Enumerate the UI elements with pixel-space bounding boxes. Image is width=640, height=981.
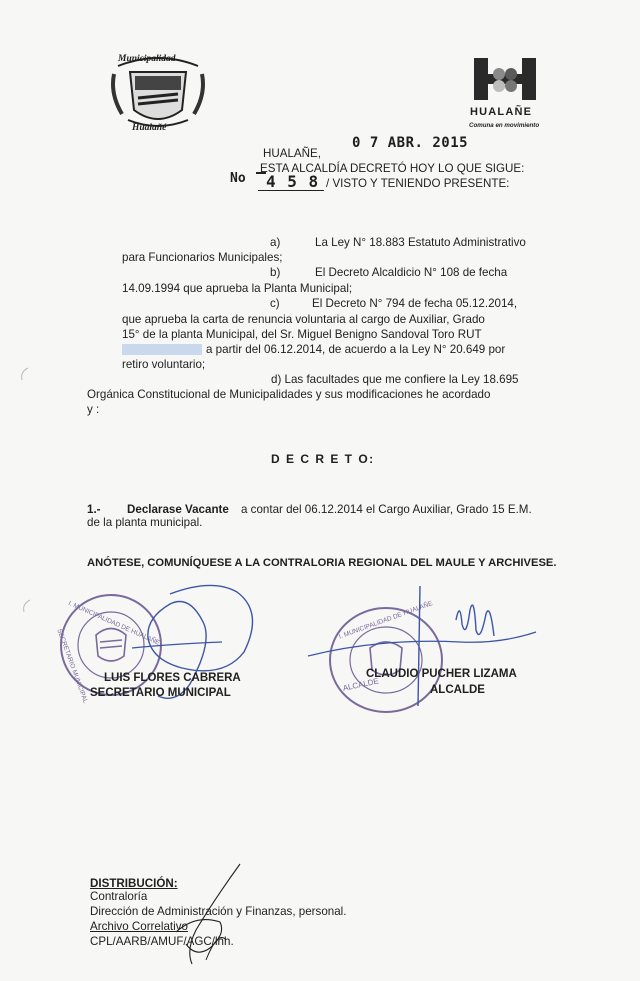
consideration-d-line-1: Orgánica Constitucional de Municipalidades y sus modificaciones he acordado: [87, 388, 491, 401]
decree-header-line-2: / VISTO Y TENIENDO PRESENTE:: [326, 177, 510, 190]
secretary-signature: [92, 574, 292, 724]
consideration-d-text: d) Las facultades que me confiere la Ley 18.695: [271, 373, 519, 386]
redacted-rut: [122, 344, 202, 355]
consideration-a-text: La Ley N° 18.883 Estatuto Administrativo: [315, 236, 526, 249]
place-name: HUALAÑE,: [263, 147, 321, 160]
decree-item-text: a contar del 06.12.2014 el Cargo Auxiliar, Grado 15 E.M.: [241, 503, 532, 516]
punch-hole-mark-bottom: [20, 598, 34, 614]
mayor-stamp-top-text: I. MUNICIPALIDAD DE HUALAÑE: [338, 600, 434, 641]
crest-top-label: Municipalidad: [118, 54, 176, 64]
mayor-name: CLAUDIO PUCHER LIZAMA: [366, 668, 517, 680]
consideration-b-text: El Decreto Alcaldicio N° 108 de fecha: [315, 266, 508, 279]
brand-name: HUALAÑE: [470, 106, 533, 118]
distribution-heading: DISTRIBUCIÓN:: [90, 877, 178, 890]
mayor-signature: [300, 580, 540, 720]
consideration-c-line-4: retiro voluntario;: [122, 358, 206, 371]
decree-title: D E C R E T O:: [271, 452, 375, 466]
decree-notice: ANÓTESE, COMUNÍQUESE A LA CONTRALORIA REGIONAL DEL MAULE Y ARCHIVESE.: [87, 557, 557, 569]
distribution-item: Archivo Correlativo: [90, 920, 188, 933]
distribution-item: Dirección de Administración y Finanzas, personal.: [90, 905, 347, 918]
decree-number-label: No: [230, 171, 246, 186]
mayor-stamp-bottom-text: ALCALDE: [342, 676, 380, 693]
consideration-c-text: El Decreto N° 794 de fecha 05.12.2014,: [312, 297, 518, 310]
punch-hole-mark-top: [18, 366, 32, 382]
distribution-item: CPL/AARB/AMUF/AGC/lhh.: [90, 935, 234, 948]
secretary-name: LUIS FLORES CABRERA: [104, 672, 241, 684]
secretary-stamp-side-text: SECRETARIO MUNICIPAL: [55, 628, 89, 705]
distribution-item: Contraloría: [90, 890, 148, 903]
secretary-title: SECRETARIO MUNICIPAL: [90, 687, 231, 699]
consideration-d-line-2: y :: [87, 403, 100, 416]
consideration-c-line-1: que aprueba la carta de renuncia voluntaria al cargo de Auxiliar, Grado: [122, 313, 485, 326]
decree-number: 4 5 8: [266, 172, 320, 191]
brand-tagline: Comuna en movimiento: [469, 122, 540, 129]
consideration-b-continued: 14.09.1994 que aprueba la Planta Municipal;: [122, 282, 353, 295]
decree-item-number: 1.-: [87, 503, 101, 516]
initials-signature: [166, 860, 256, 970]
decree-number-dash: [256, 172, 266, 174]
consideration-a-letter: a): [270, 236, 281, 249]
decree-item-bold: Declarase Vacante: [127, 503, 229, 516]
consideration-c-letter: c): [270, 297, 280, 310]
consideration-a-continued: para Funcionarios Municipales;: [122, 251, 283, 264]
hualane-brand-logo: [466, 56, 546, 136]
crest-bottom-label: Hualañé: [132, 123, 167, 133]
date-stamp: 0 7 ABR. 2015: [352, 135, 469, 151]
mayor-title: ALCALDE: [430, 684, 485, 696]
decree-item-continued: de la planta municipal.: [87, 516, 203, 529]
municipal-crest: [108, 54, 208, 134]
brand-h-icon: [470, 56, 540, 102]
consideration-c-line-2: 15° de la planta Municipal, del Sr. Miguel Benigno Sandoval Toro RUT: [122, 328, 482, 341]
consideration-c-line-3: a partir del 06.12.2014, de acuerdo a la Ley N° 20.649 por: [206, 343, 506, 356]
secretary-stamp-top-text: I. MUNICIPALIDAD DE HUALAÑE: [67, 600, 161, 647]
decree-number-underline: [258, 190, 324, 191]
consideration-b-letter: b): [270, 266, 281, 279]
decree-header-line-1: ESTA ALCALDÍA DECRETÓ HOY LO QUE SIGUE:: [260, 162, 525, 175]
